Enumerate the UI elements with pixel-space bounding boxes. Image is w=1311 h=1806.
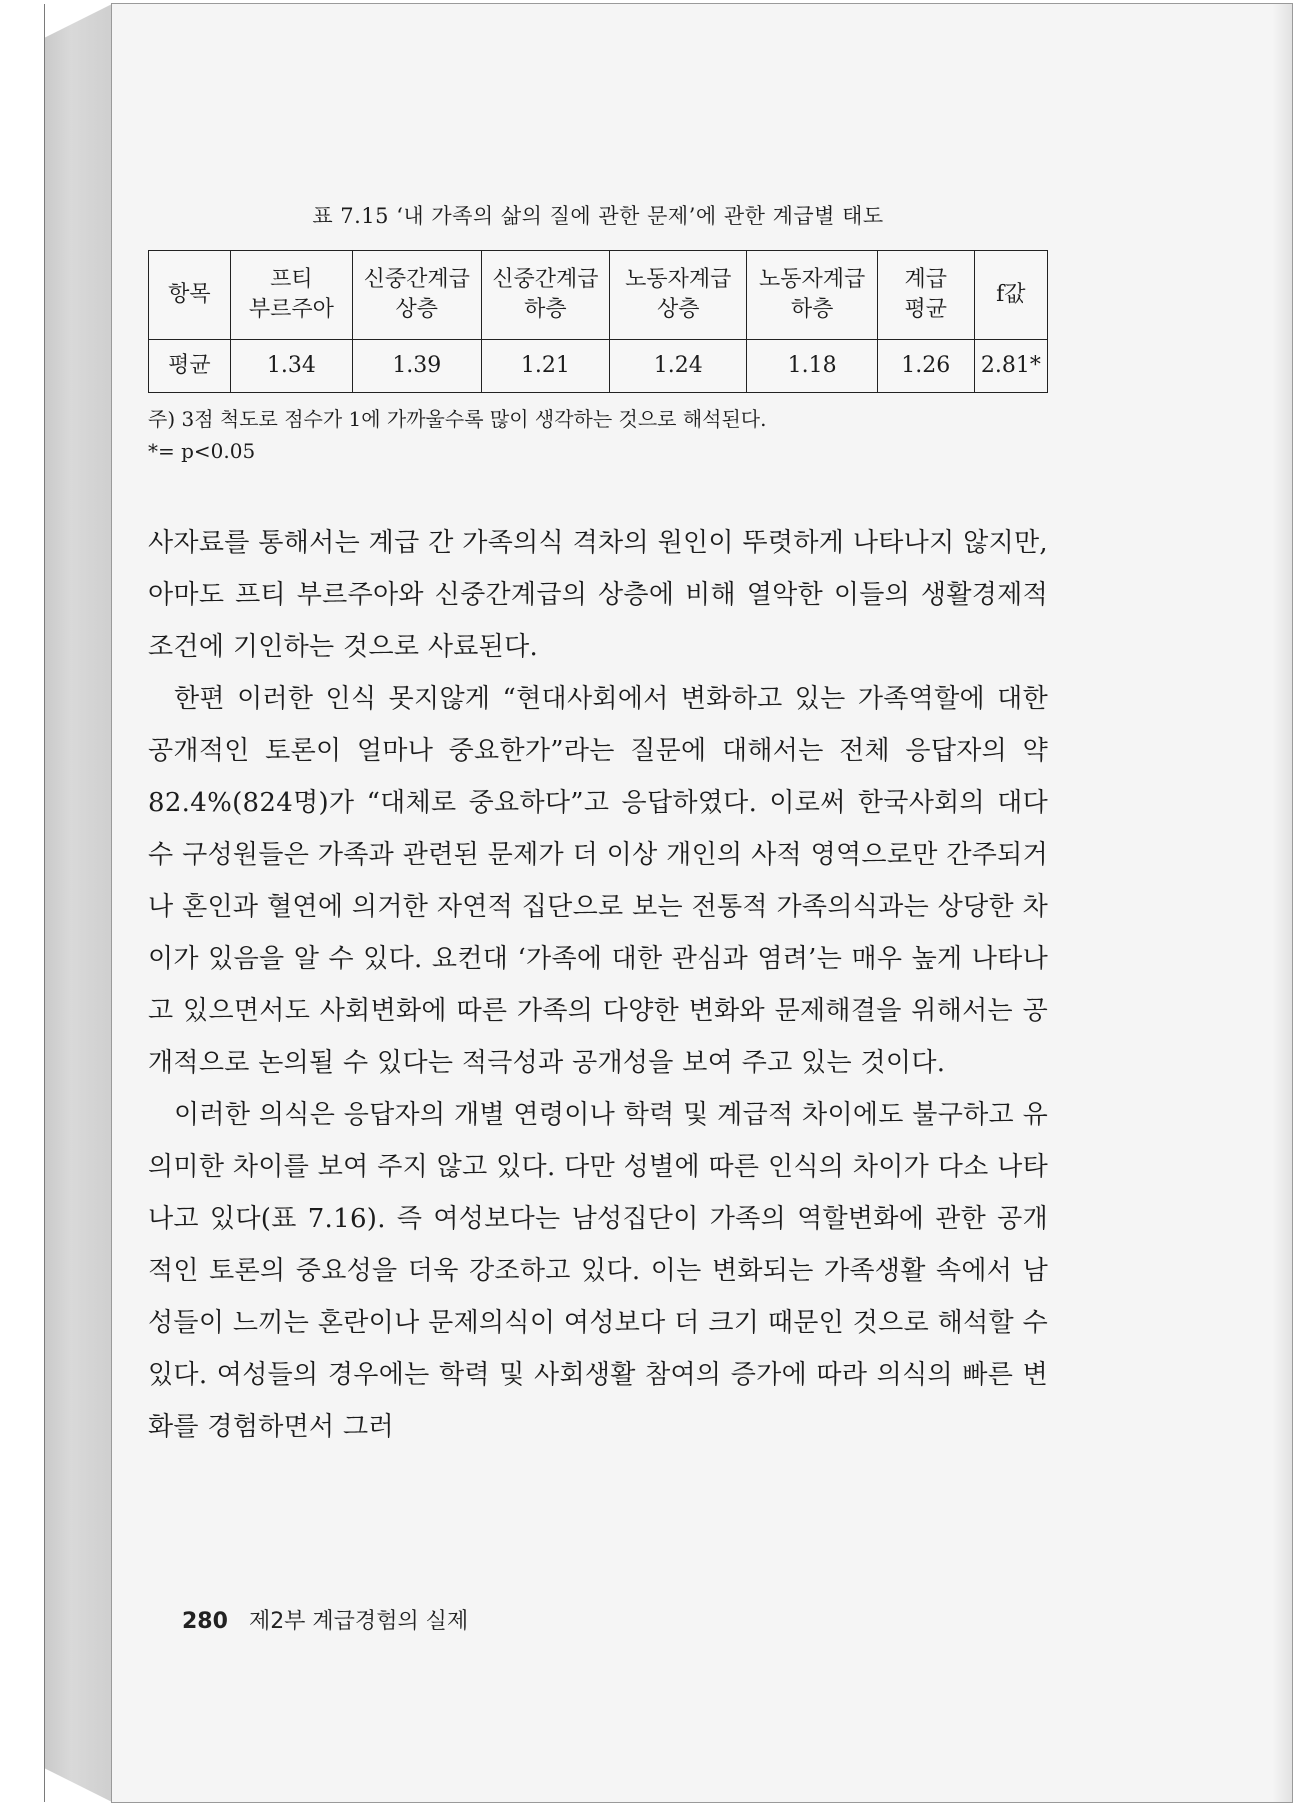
page-number: 280	[182, 1609, 228, 1634]
cell-value: 1.34	[230, 340, 352, 393]
cell-value: 1.18	[747, 340, 878, 393]
page-footer	[182, 1604, 468, 1635]
page-content	[148, 200, 1048, 1453]
table-header-row	[149, 251, 1048, 340]
paragraph-2: 한편 이러한 인식 못지않게 “현대사회에서 변화하고 있는 가족역할에 대한 공개적인 토론이 얼마나 중요한가”라는 질문에 대해서는 전체 응답자의 약 82.4%(824명)가 “대체로 중요하다”고 응답하였다. 이로써 한국사회의 대다수 구성원들은 가족과 관련된 문제가 더 이상 개인의 사적 영역으로만 간주되거나 혼인과 혈연에 의거한 자연적 집단으로 보는 전통적 가족의식과는 상당한 차이가 있음을 알 수 있다. 요컨대 ‘가족에 대한 관심과 염려’는 매우 높게 나타나고 있으면서도 사회변화에 따른 가족의 다양한 변화와 문제해결을 위해서는 공개적으로 논의될 수 있다는 적극성과 공개성을 보여 주고 있는 것이다.	[148, 684, 1048, 1078]
table-notes	[148, 403, 1048, 467]
cell-value: 1.24	[610, 340, 747, 393]
cell-value: 1.26	[877, 340, 974, 393]
header-working-lower: 노동자계급 하층	[747, 251, 878, 340]
note-scale: 주) 3점 척도로 점수가 1에 가까울수록 많이 생각하는 것으로 해석된다.	[148, 407, 767, 431]
section-title: 제2부 계급경험의 실제	[248, 1609, 469, 1634]
spine-edge	[44, 4, 45, 1802]
header-item: 항목	[149, 251, 231, 340]
header-working-upper: 노동자계급 상층	[610, 251, 747, 340]
page-shade	[1272, 4, 1292, 1802]
book-spine	[44, 4, 112, 1802]
cell-value: 1.21	[481, 340, 610, 393]
header-new-middle-upper: 신중간계급 상층	[353, 251, 482, 340]
header-new-middle-lower: 신중간계급 하층	[481, 251, 610, 340]
cell-value: 1.39	[353, 340, 482, 393]
paragraph-3: 이러한 의식은 응답자의 개별 연령이나 학력 및 계급적 차이에도 불구하고 유의미한 차이를 보여 주지 않고 있다. 다만 성별에 따른 인식의 차이가 다소 나타나고 있다(표 7.16). 즉 여성보다는 남성집단이 가족의 역할변화에 관한 공개적인 토론의 중요성을 더욱 강조하고 있다. 이는 변화되는 가족생활 속에서 남성들이 느끼는 혼란이나 문제의식이 여성보다 더 크기 때문인 것으로 해석할 수 있다. 여성들의 경우에는 학력 및 사회생활 참여의 증가에 따라 의식의 빠른 변화를 경험하면서 그러	[148, 1100, 1048, 1442]
table-title: 표 7.15 ‘내 가족의 삶의 질에 관한 문제’에 관한 계급별 태도	[312, 204, 884, 228]
header-f-value: f값	[974, 251, 1047, 340]
header-class-average: 계급 평균	[877, 251, 974, 340]
body-text	[148, 517, 1048, 1453]
cell-f-value: 2.81*	[974, 340, 1047, 393]
paragraph-1: 사자료를 통해서는 계급 간 가족의식 격차의 원인이 뚜렷하게 나타나지 않지만, 아마도 프티 부르주아와 신중간계급의 상층에 비해 열악한 이들의 생활경제적 조건에 기인하는 것으로 사료된다.	[148, 528, 1048, 662]
table-row	[149, 340, 1048, 393]
header-petit-bourgeois: 프티 부르주아	[230, 251, 352, 340]
stats-table	[148, 250, 1048, 393]
note-significance: *= p<0.05	[148, 439, 256, 463]
cell-row-label: 평균	[149, 340, 231, 393]
